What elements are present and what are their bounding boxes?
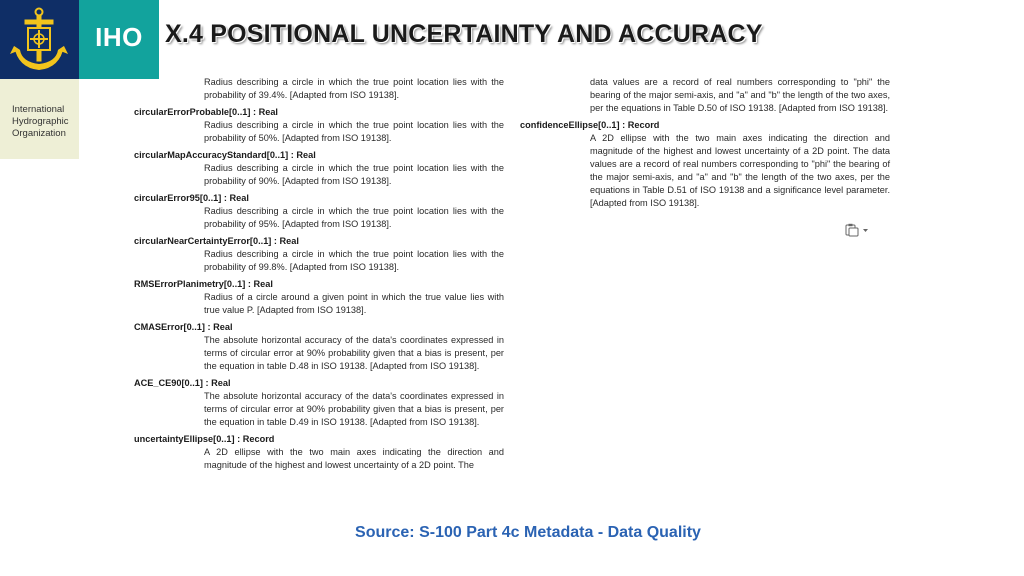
spec-entry — [134, 106, 504, 145]
entry-description: Radius describing a circle in which the true point location lies with the probability of 95%. [Adapted from ISO 19138]. — [204, 206, 504, 229]
spec-entry — [134, 321, 504, 373]
entry-description: Radius describing a circle in which the true point location lies with the probability of 50%. [Adapted from ISO 19138]. — [204, 120, 504, 143]
attribute-heading: CMASError[0..1] : Real — [134, 322, 233, 332]
attribute-heading: uncertaintyEllipse[0..1] : Record — [134, 434, 275, 444]
iho-logo-text: IHO — [95, 22, 143, 52]
attribute-heading: confidenceEllipse[0..1] : Record — [520, 120, 660, 130]
spec-entry — [134, 433, 504, 472]
org-name-line: Hydrographic — [12, 116, 69, 127]
entry-description: Radius describing a circle in which the true point location lies with the probability of 39.4%. [Adapted from ISO 19138]. — [204, 77, 504, 100]
spec-entry — [134, 377, 504, 429]
logo-panel — [0, 0, 79, 79]
spec-entry — [134, 76, 504, 102]
entry-description: data values are a record of real numbers corresponding to "phi" the bearing of the major semi-axis, and "a" and "b" the length of the two axes, per the equations in Table D.50 of ISO 19138. [Adapted from ISO 19138]. — [590, 77, 890, 113]
attribute-heading: circularMapAccuracyStandard[0..1] : Real — [134, 150, 316, 160]
attribute-heading: ACE_CE90[0..1] : Real — [134, 378, 231, 388]
attribute-heading: circularNearCertaintyError[0..1] : Real — [134, 236, 299, 246]
entry-description: A 2D ellipse with the two main axes indicating the direction and magnitude of the highest and lowest uncertainty of a 2D point. The data values are a record of real numbers corresponding to "phi" the bearing of the major semi-axis, and "a" and "b" the length of the two axes, per the equations in Table D.51 of ISO 19138 and a significance level parameter. [Adapted from ISO 19138]. — [590, 133, 890, 208]
slide-title: X.4 POSITIONAL UNCERTAINTY AND ACCURACY — [165, 20, 763, 48]
spec-entry — [134, 235, 504, 274]
attribute-heading: circularErrorProbable[0..1] : Real — [134, 107, 278, 117]
entry-description: The absolute horizontal accuracy of the data's coordinates expressed in terms of circular error at 90% probability given that a bias is present, per the equation in table D.49 in ISO 19138. [Adapted from ISO 19138]. — [204, 391, 504, 427]
entry-description: Radius describing a circle in which the true point location lies with the probability of 99.8%. [Adapted from ISO 19138]. — [204, 249, 504, 272]
source-caption: Source: S-100 Part 4c Metadata - Data Quality — [355, 524, 701, 541]
org-name-line: International — [12, 104, 65, 115]
spec-entry — [134, 149, 504, 188]
paste-options-icon[interactable] — [845, 223, 871, 237]
attribute-heading: circularError95[0..1] : Real — [134, 193, 249, 203]
spec-entry — [134, 192, 504, 231]
entry-description: A 2D ellipse with the two main axes indicating the direction and magnitude of the highest and lowest uncertainty of a 2D point. The — [204, 447, 504, 470]
spec-entry — [520, 76, 890, 115]
attribute-heading: RMSErrorPlanimetry[0..1] : Real — [134, 279, 273, 289]
entry-description: The absolute horizontal accuracy of the data's coordinates expressed in terms of circular error at 90% probability given that a bias is present, per the equation in table D.48 in ISO 19138. [Adapted from ISO 19138]. — [204, 335, 504, 371]
entry-description: Radius of a circle around a given point in which the true value lies with true value P. [Adapted from ISO 19138]. — [204, 292, 504, 315]
org-name-line: Organization — [12, 128, 66, 139]
spec-entry — [134, 278, 504, 317]
iho-emblem-icon — [8, 6, 70, 74]
spec-column-left — [134, 76, 504, 476]
spec-column-right — [520, 76, 890, 214]
entry-description: Radius describing a circle in which the true point location lies with the probability of 90%. [Adapted from ISO 19138]. — [204, 163, 504, 186]
org-name — [12, 104, 78, 140]
spec-entry — [520, 119, 890, 210]
